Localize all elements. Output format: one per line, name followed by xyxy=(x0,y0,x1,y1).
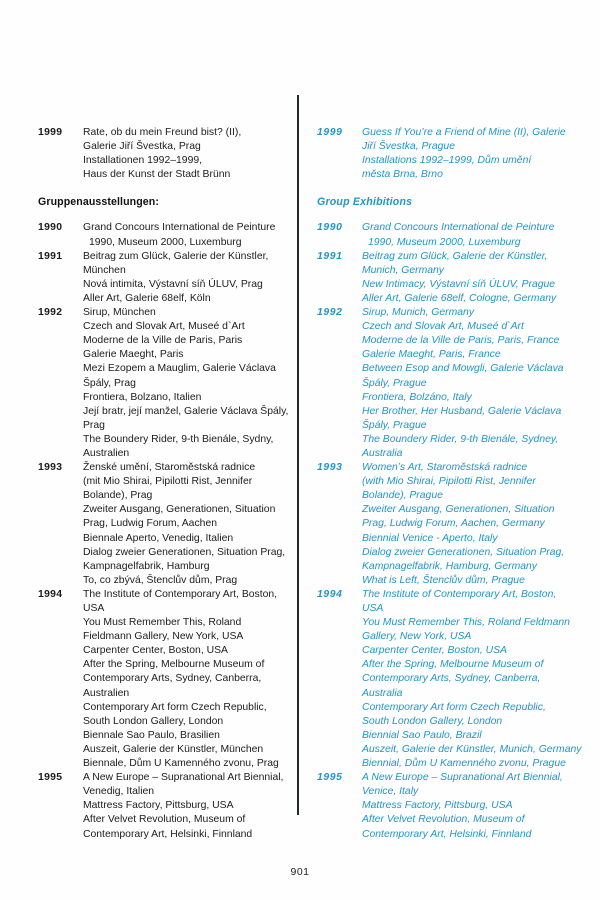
entry-line: The Institute of Contemporary Art, Boston, xyxy=(362,588,557,600)
entry-line: Zweiter Ausgang, Generationen, Situation xyxy=(362,504,555,516)
entry-line: Installations 1992–1999, Dům umění xyxy=(362,155,532,167)
entry-line: Frontiera, Bolzano, Italien xyxy=(83,391,202,403)
entry-line: Moderne de la Ville de Paris, Paris xyxy=(83,335,243,347)
german-section-heading: Gruppenausstellungen: xyxy=(38,196,159,209)
entry-line: After Velvet Revolution, Museum of xyxy=(83,814,246,826)
entry-line: Australia xyxy=(362,447,403,459)
entry-year: 1999 xyxy=(317,127,343,138)
entry-lines xyxy=(83,588,287,771)
entry-line: Prag xyxy=(83,419,105,431)
entry-line: Mezi Ezopem a Mauglim, Galerie Václava xyxy=(83,363,276,375)
entry-line: Galerie Maeght, Paris xyxy=(83,349,184,361)
entry-line: Biennial Sao Paulo, Brazil xyxy=(362,729,482,741)
entry-line: After the Spring, Melbourne Museum of xyxy=(362,659,544,671)
entry-line: Australia xyxy=(362,687,403,699)
entry-line: Bolande), Prag xyxy=(83,490,153,502)
entry-line: To, co zbývá, Štenclův dům, Prag xyxy=(83,574,238,586)
entry-line: Beitrag zum Glück, Galerie der Künstler, xyxy=(362,250,548,262)
entry-line: 1990, Museum 2000, Luxemburg xyxy=(368,236,521,248)
entry-year: 1999 xyxy=(38,127,63,138)
entry-lines xyxy=(83,771,287,841)
entry-line: Galerie Jiří Švestka, Prag xyxy=(83,141,201,153)
entry-line: Galerie Maeght, Paris, France xyxy=(362,349,501,361)
exhibition-entry xyxy=(317,461,588,588)
entry-lines xyxy=(83,461,287,588)
entry-line: Czech and Slovak Art, Museé d`Art xyxy=(362,321,524,333)
entry-line: Contemporary Arts, Sydney, Canberra, xyxy=(362,673,541,685)
entry-line: Rate, ob du mein Freund bist? (II), xyxy=(83,127,242,138)
entry-line: Dialog zweier Generationen, Situation Prag, xyxy=(362,546,565,558)
entry-lines xyxy=(362,306,588,461)
exhibition-entry xyxy=(38,221,287,249)
entry-line: Frontiera, Bolzáno, Italy xyxy=(362,391,472,403)
entry-line: Sirup, München xyxy=(83,307,156,319)
entry-line: After Velvet Revolution, Museum of xyxy=(362,814,525,826)
entry-line: Czech and Slovak Art, Museé d`Art xyxy=(83,321,245,333)
entry-year: 1994 xyxy=(38,588,63,600)
english-top-entries xyxy=(317,126,588,182)
entry-line: Grand Concours International de Peinture xyxy=(83,222,276,234)
entry-line: Biennale, Dům U Kamenného zvonu, Prag xyxy=(83,758,279,770)
entry-line: Guess If You’re a Friend of Mine (II), Galerie xyxy=(362,127,566,138)
entry-line: Fieldmann Gallery, New York, USA xyxy=(83,631,244,643)
entry-line: Beitrag zum Glück, Galerie der Künstler, xyxy=(83,250,269,262)
entry-year: 1992 xyxy=(38,307,63,319)
entry-lines xyxy=(362,126,588,182)
english-column xyxy=(297,0,600,842)
entry-line: města Brna, Brno xyxy=(362,169,443,181)
english-section-heading: Group Exhibitions xyxy=(317,196,413,209)
entry-lines xyxy=(362,771,588,841)
entry-line: Contemporary Art form Czech Republic, xyxy=(362,701,546,713)
exhibition-entry xyxy=(38,461,287,588)
entry-line: Auszeit, Galerie der Künstler, Munich, Germany xyxy=(362,743,582,755)
entry-line: Grand Concours International de Peinture xyxy=(362,222,555,234)
entry-year: 1995 xyxy=(317,772,343,784)
exhibition-entry xyxy=(38,306,287,461)
german-top-entries xyxy=(38,126,287,182)
entry-line: (with Mio Shirai, Pipilotti Rist, Jennifer xyxy=(362,476,536,488)
entry-line: South London Gallery, London xyxy=(362,715,503,727)
entry-line: Contemporary Art, Helsinki, Finnland xyxy=(362,828,532,840)
entry-line: Mattress Factory, Pittsburg, USA xyxy=(362,800,513,812)
entry-line: The Boundery Rider, 9-th Bienále, Sydny, xyxy=(83,433,274,445)
entry-year: 1993 xyxy=(38,462,63,474)
exhibition-entry xyxy=(38,250,287,306)
entry-line: Contemporary Art, Helsinki, Finnland xyxy=(83,828,253,840)
entry-line: Biennale Sao Paulo, Brasilien xyxy=(83,729,220,741)
entry-lines xyxy=(83,250,287,306)
entry-line: Zweiter Ausgang, Generationen, Situation xyxy=(83,504,276,516)
exhibition-entry xyxy=(317,126,588,182)
entry-line: Aller Art, Galerie 68elf, Cologne, Germany xyxy=(362,292,557,304)
entry-lines xyxy=(83,306,287,461)
entry-year: 1993 xyxy=(317,462,343,474)
entry-year: 1990 xyxy=(38,222,63,234)
entry-line: After the Spring, Melbourne Museum of xyxy=(83,659,265,671)
entry-lines xyxy=(362,250,588,306)
entry-line: Contemporary Arts, Sydney, Canberra, xyxy=(83,673,262,685)
entry-line: Contemporary Art form Czech Republic, xyxy=(83,701,267,713)
exhibition-entry xyxy=(317,771,588,841)
entry-line: Špály, Prague xyxy=(362,419,427,431)
entry-line: Auszeit, Galerie der Künstler, München xyxy=(83,743,264,755)
entry-line: (mit Mio Shirai, Pipilotti Rist, Jennifer xyxy=(83,476,253,488)
german-group-exhibition-entries xyxy=(38,221,287,841)
entry-lines xyxy=(362,588,588,771)
exhibition-entry xyxy=(317,306,588,461)
entry-line: A New Europe – Supranational Art Biennial, xyxy=(83,772,284,784)
entry-year: 1995 xyxy=(38,772,63,784)
entry-line: Aller Art, Galerie 68elf, Köln xyxy=(83,292,211,304)
entry-line: Prag, Ludwig Forum, Aachen xyxy=(83,518,217,530)
entry-line: USA xyxy=(362,603,384,614)
entry-year: 1991 xyxy=(317,250,343,262)
entry-line: A New Europe – Supranational Art Biennial, xyxy=(362,772,563,784)
page-folio: 901 xyxy=(290,866,310,878)
exhibition-entry xyxy=(38,771,287,841)
entry-line: Mattress Factory, Pittsburg, USA xyxy=(83,800,234,812)
entry-year: 1991 xyxy=(38,250,63,262)
entry-line: Women’s Art, Staroměstská radnice xyxy=(362,462,528,474)
entry-line: Moderne de la Ville de Paris, Paris, France xyxy=(362,335,560,347)
entry-line: Venice, Italy xyxy=(362,786,419,798)
entry-line: Her Brother, Her Husband, Galerie Václava xyxy=(362,405,562,417)
entry-line: Venedig, Italien xyxy=(83,786,155,798)
entry-line: Bolande), Prague xyxy=(362,490,443,502)
entry-lines xyxy=(362,461,588,588)
entry-line: Installationen 1992–1999, xyxy=(83,155,203,167)
entry-line: What is Left, Štenclův dům, Prague xyxy=(362,574,525,586)
entry-lines xyxy=(362,221,588,249)
english-group-exhibition-entries xyxy=(317,221,588,841)
entry-line: Prag, Ludwig Forum, Aachen, Germany xyxy=(362,518,545,530)
exhibition-entry xyxy=(317,588,588,771)
entry-line: You Must Remember This, Roland xyxy=(83,617,242,629)
entry-line: Carpenter Center, Boston, USA xyxy=(362,645,507,657)
entry-line: South London Gallery, London xyxy=(83,715,224,727)
entry-line: Gallery, New York, USA xyxy=(362,631,472,643)
entry-line: Australien xyxy=(83,687,130,699)
exhibition-entry xyxy=(317,221,588,249)
entry-line: USA xyxy=(83,603,105,614)
entry-line: Špály, Prag xyxy=(83,377,136,389)
entry-line: You Must Remember This, Roland Feldmann xyxy=(362,617,570,629)
entry-line: Její bratr, její manžel, Galerie Václava Špály, xyxy=(83,405,289,417)
entry-line: Haus der Kunst der Stadt Brünn xyxy=(83,169,231,181)
entry-line: The Institute of Contemporary Art, Boston, xyxy=(83,588,278,600)
entry-year: 1994 xyxy=(317,588,343,600)
entry-lines xyxy=(83,221,287,249)
entry-line: Jiří Švestka, Prague xyxy=(362,141,455,153)
entry-line: Kampnagelfabrik, Hamburg, Germany xyxy=(362,560,537,572)
exhibition-entry xyxy=(317,250,588,306)
entry-line: Biennial Venice - Aperto, Italy xyxy=(362,532,498,544)
entry-line: Australien xyxy=(83,447,130,459)
entry-line: Between Esop and Mowgli, Galerie Václava xyxy=(362,363,564,375)
exhibition-entry xyxy=(38,126,287,182)
entry-line: München xyxy=(83,264,126,276)
entry-line: Nová intimita, Výstavní síň ÚLUV, Prag xyxy=(83,278,263,290)
german-column xyxy=(0,0,297,842)
entry-line: New Intimacy, Výstavní síň ÚLUV, Prague xyxy=(362,278,556,290)
entry-line: Sirup, Munich, Germany xyxy=(362,307,475,319)
entry-line: Kampnagelfabrik, Hamburg xyxy=(83,560,210,572)
entry-line: Dialog zweier Generationen, Situation Prag, xyxy=(83,546,286,558)
entry-line: Biennial, Dům U Kamenného zvonu, Prague xyxy=(362,758,566,770)
exhibition-entry xyxy=(38,588,287,771)
entry-line: 1990, Museum 2000, Luxemburg xyxy=(89,236,242,248)
entry-line: Munich, Germany xyxy=(362,264,444,276)
entry-line: Špály, Prague xyxy=(362,377,427,389)
entry-line: Biennale Aperto, Venedig, Italien xyxy=(83,532,234,544)
entry-line: The Boundery Rider, 9-th Bienále, Sydney, xyxy=(362,433,559,445)
entry-lines xyxy=(83,126,287,182)
entry-line: Ženské umění, Staroměstská radnice xyxy=(83,462,256,474)
entry-year: 1992 xyxy=(317,307,343,319)
entry-year: 1990 xyxy=(317,222,343,234)
entry-line: Carpenter Center, Boston, USA xyxy=(83,645,228,657)
